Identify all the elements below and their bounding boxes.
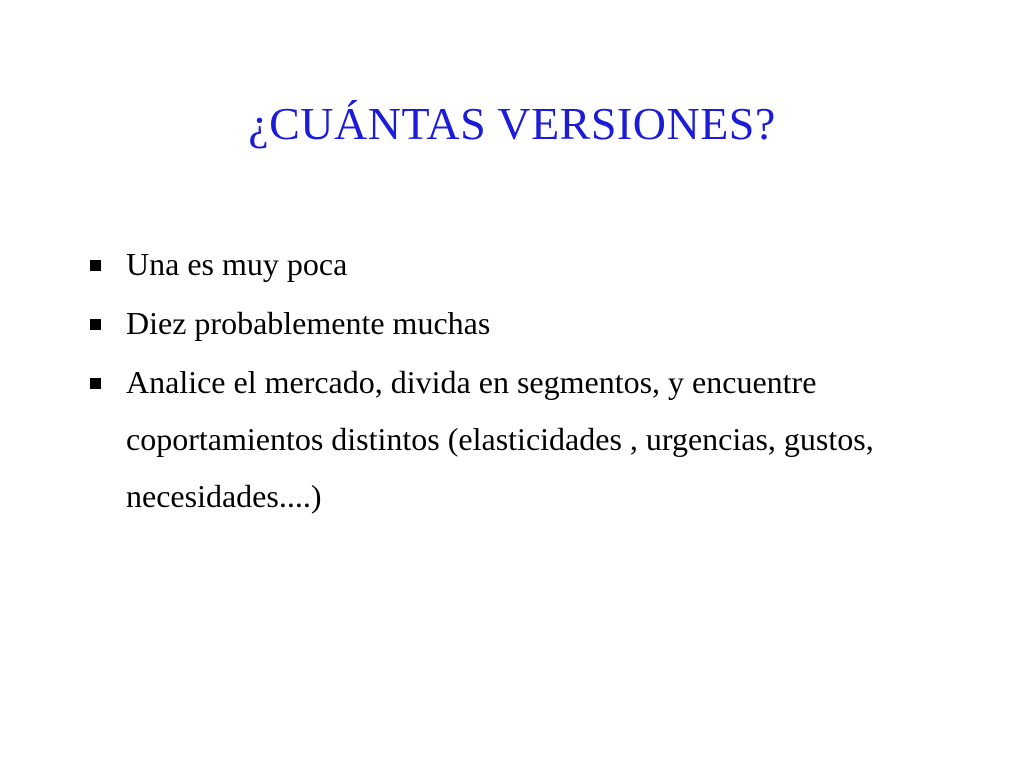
square-bullet-icon	[90, 378, 101, 389]
bullet-list	[88, 236, 968, 527]
slide-title: ¿CUÁNTAS VERSIONES?	[248, 98, 776, 149]
bullet-text: Analice el mercado, divida en segmentos, y encuentre coportamientos distintos (elasticidades , urgencias, gustos, necesidades....)	[126, 363, 874, 514]
square-bullet-icon	[90, 260, 101, 271]
square-bullet-icon	[90, 319, 101, 330]
bullet-text: Diez probablemente muchas	[126, 304, 491, 341]
bullet-item	[88, 295, 968, 352]
bullet-item	[88, 236, 968, 293]
bullet-text: Una es muy poca	[126, 246, 348, 282]
bullet-item	[88, 354, 968, 525]
